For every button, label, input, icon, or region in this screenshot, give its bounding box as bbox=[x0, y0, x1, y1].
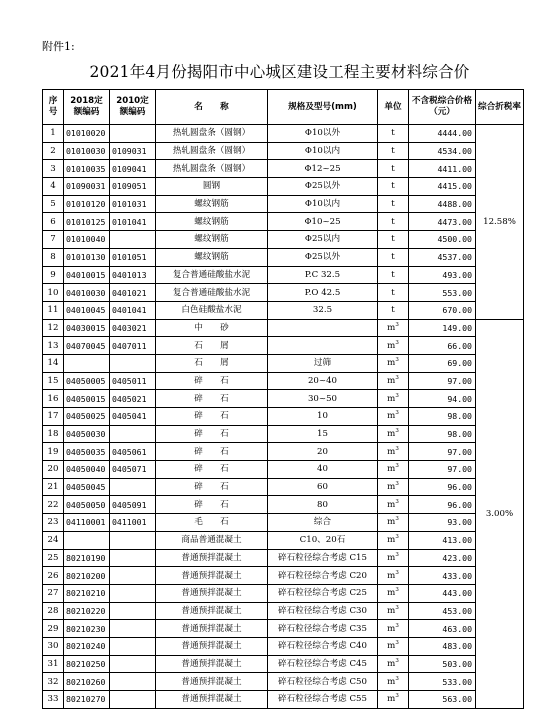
header-unit: 单位 bbox=[378, 90, 409, 125]
row-seq: 23 bbox=[43, 514, 64, 532]
row-seq: 29 bbox=[43, 620, 64, 638]
row-unit: t bbox=[378, 301, 409, 319]
row-spec: 碎石粒径综合考虑 C30 bbox=[268, 602, 378, 620]
row-code-2018: 01010030 bbox=[64, 142, 110, 160]
row-code-2010: 0405011 bbox=[110, 372, 156, 390]
row-code-2018: 04030015 bbox=[64, 319, 110, 337]
row-price: 553.00 bbox=[409, 284, 476, 302]
row-name: 碎 石 bbox=[156, 390, 268, 408]
row-code-2010: 0101051 bbox=[110, 248, 156, 266]
row-code-2010 bbox=[110, 637, 156, 655]
row-seq: 16 bbox=[43, 390, 64, 408]
row-name: 石 屑 bbox=[156, 337, 268, 355]
row-code-2010: 0405071 bbox=[110, 461, 156, 479]
row-name: 圆钢 bbox=[156, 178, 268, 196]
row-price: 563.00 bbox=[409, 691, 476, 709]
row-code-2018: 01090031 bbox=[64, 178, 110, 196]
row-unit: $m^3$ bbox=[378, 425, 409, 443]
row-seq: 13 bbox=[43, 337, 64, 355]
row-code-2010 bbox=[110, 125, 156, 143]
row-rate: 3.00% bbox=[476, 319, 524, 708]
header-name: 名 称 bbox=[156, 90, 268, 125]
header-seq: 序号 bbox=[43, 90, 64, 125]
row-spec: 40 bbox=[268, 461, 378, 479]
row-name: 碎 石 bbox=[156, 372, 268, 390]
row-seq: 21 bbox=[43, 478, 64, 496]
row-code-2010: 0109051 bbox=[110, 178, 156, 196]
row-code-2010: 0401021 bbox=[110, 284, 156, 302]
table-row bbox=[43, 266, 524, 284]
row-price: 493.00 bbox=[409, 266, 476, 284]
row-price: 443.00 bbox=[409, 584, 476, 602]
row-spec: 碎石粒径综合考虑 C20 bbox=[268, 567, 378, 585]
row-price: 4537.00 bbox=[409, 248, 476, 266]
row-spec: 20~40 bbox=[268, 372, 378, 390]
row-price: 670.00 bbox=[409, 301, 476, 319]
row-name: 普通预拌混凝土 bbox=[156, 620, 268, 638]
row-code-2010: 0405021 bbox=[110, 390, 156, 408]
row-price: 4415.00 bbox=[409, 178, 476, 196]
table-row bbox=[43, 691, 524, 709]
table-row bbox=[43, 602, 524, 620]
row-name: 复合普通硅酸盐水泥 bbox=[156, 266, 268, 284]
row-spec: Φ10以内 bbox=[268, 195, 378, 213]
row-spec: 10 bbox=[268, 408, 378, 426]
row-spec bbox=[268, 337, 378, 355]
row-name: 碎 石 bbox=[156, 461, 268, 479]
table-row bbox=[43, 231, 524, 249]
row-name: 螺纹钢筋 bbox=[156, 213, 268, 231]
row-name: 碎 石 bbox=[156, 478, 268, 496]
row-spec: 碎石粒径综合考虑 C55 bbox=[268, 691, 378, 709]
row-code-2018: 04050030 bbox=[64, 425, 110, 443]
row-unit: $m^3$ bbox=[378, 372, 409, 390]
row-price: 423.00 bbox=[409, 549, 476, 567]
row-name: 螺纹钢筋 bbox=[156, 248, 268, 266]
row-seq: 27 bbox=[43, 584, 64, 602]
row-code-2010 bbox=[110, 602, 156, 620]
row-unit: $m^3$ bbox=[378, 354, 409, 372]
row-spec: Φ10以内 bbox=[268, 142, 378, 160]
row-code-2018: 80210210 bbox=[64, 584, 110, 602]
row-spec: 30~50 bbox=[268, 390, 378, 408]
document-title: 2021年4月份揭阳市中心城区建设工程主要材料综合价 bbox=[89, 63, 470, 81]
row-seq: 30 bbox=[43, 637, 64, 655]
table-row bbox=[43, 514, 524, 532]
row-code-2010 bbox=[110, 691, 156, 709]
row-name: 普通预拌混凝土 bbox=[156, 549, 268, 567]
row-unit: t bbox=[378, 284, 409, 302]
row-price: 4534.00 bbox=[409, 142, 476, 160]
row-code-2018 bbox=[64, 531, 110, 549]
row-unit: $m^3$ bbox=[378, 478, 409, 496]
row-spec: 碎石粒径综合考虑 C40 bbox=[268, 637, 378, 655]
table-row bbox=[43, 655, 524, 673]
row-unit: t bbox=[378, 142, 409, 160]
row-code-2010: 0101041 bbox=[110, 213, 156, 231]
row-price: 97.00 bbox=[409, 443, 476, 461]
row-price: 96.00 bbox=[409, 496, 476, 514]
table-body bbox=[43, 125, 524, 709]
row-seq: 15 bbox=[43, 372, 64, 390]
row-seq: 22 bbox=[43, 496, 64, 514]
row-price: 94.00 bbox=[409, 390, 476, 408]
attachment-label: 附件1: bbox=[42, 40, 75, 53]
row-name: 碎 石 bbox=[156, 443, 268, 461]
row-spec: Φ12~25 bbox=[268, 160, 378, 178]
row-seq: 8 bbox=[43, 248, 64, 266]
row-name: 商品普通混凝土 bbox=[156, 531, 268, 549]
row-code-2018: 04050015 bbox=[64, 390, 110, 408]
row-unit: t bbox=[378, 231, 409, 249]
row-code-2018: 04110001 bbox=[64, 514, 110, 532]
row-spec: 32.5 bbox=[268, 301, 378, 319]
row-unit: $m^3$ bbox=[378, 602, 409, 620]
row-price: 483.00 bbox=[409, 637, 476, 655]
row-unit: t bbox=[378, 195, 409, 213]
table-row bbox=[43, 372, 524, 390]
header-price: 不含税综合价格（元） bbox=[409, 90, 476, 125]
row-spec: 80 bbox=[268, 496, 378, 514]
row-name: 热轧圆盘条（圆钢） bbox=[156, 160, 268, 178]
row-spec: Φ25以外 bbox=[268, 178, 378, 196]
row-seq: 10 bbox=[43, 284, 64, 302]
row-seq: 9 bbox=[43, 266, 64, 284]
row-unit: $m^3$ bbox=[378, 514, 409, 532]
row-price: 4473.00 bbox=[409, 213, 476, 231]
header-row bbox=[43, 90, 524, 125]
row-code-2018: 01010040 bbox=[64, 231, 110, 249]
row-spec: P.C 32.5 bbox=[268, 266, 378, 284]
row-unit: $m^3$ bbox=[378, 567, 409, 585]
row-code-2010 bbox=[110, 567, 156, 585]
row-unit: $m^3$ bbox=[378, 691, 409, 709]
row-unit: $m^3$ bbox=[378, 461, 409, 479]
table-row bbox=[43, 461, 524, 479]
row-unit: $m^3$ bbox=[378, 637, 409, 655]
row-price: 453.00 bbox=[409, 602, 476, 620]
row-price: 463.00 bbox=[409, 620, 476, 638]
row-code-2018: 04010045 bbox=[64, 301, 110, 319]
table-row bbox=[43, 531, 524, 549]
header-spec: 规格及型号(mm) bbox=[268, 90, 378, 125]
row-name: 普通预拌混凝土 bbox=[156, 602, 268, 620]
row-name: 热轧圆盘条（圆钢） bbox=[156, 142, 268, 160]
row-seq: 17 bbox=[43, 408, 64, 426]
row-unit: $m^3$ bbox=[378, 673, 409, 691]
table-row bbox=[43, 549, 524, 567]
row-code-2018 bbox=[64, 354, 110, 372]
row-seq: 7 bbox=[43, 231, 64, 249]
row-name: 毛 石 bbox=[156, 514, 268, 532]
row-spec: Φ25以内 bbox=[268, 231, 378, 249]
row-price: 4488.00 bbox=[409, 195, 476, 213]
row-code-2010 bbox=[110, 549, 156, 567]
row-name: 普通预拌混凝土 bbox=[156, 655, 268, 673]
row-seq: 3 bbox=[43, 160, 64, 178]
row-unit: t bbox=[378, 160, 409, 178]
row-code-2018: 04050045 bbox=[64, 478, 110, 496]
row-name: 热轧圆盘条（圆钢） bbox=[156, 125, 268, 143]
row-unit: $m^3$ bbox=[378, 337, 409, 355]
row-code-2010: 0401013 bbox=[110, 266, 156, 284]
row-price: 503.00 bbox=[409, 655, 476, 673]
row-code-2018: 04050040 bbox=[64, 461, 110, 479]
row-name: 普通预拌混凝土 bbox=[156, 673, 268, 691]
row-code-2018: 01010120 bbox=[64, 195, 110, 213]
row-seq: 25 bbox=[43, 549, 64, 567]
row-price: 97.00 bbox=[409, 372, 476, 390]
row-unit: t bbox=[378, 178, 409, 196]
table-row bbox=[43, 584, 524, 602]
row-seq: 32 bbox=[43, 673, 64, 691]
row-seq: 33 bbox=[43, 691, 64, 709]
row-spec bbox=[268, 319, 378, 337]
row-seq: 20 bbox=[43, 461, 64, 479]
row-code-2018: 80210240 bbox=[64, 637, 110, 655]
table-row bbox=[43, 408, 524, 426]
row-name: 复合普通硅酸盐水泥 bbox=[156, 284, 268, 302]
row-code-2018: 01010020 bbox=[64, 125, 110, 143]
row-code-2010: 0109041 bbox=[110, 160, 156, 178]
row-name: 白色硅酸盐水泥 bbox=[156, 301, 268, 319]
row-code-2010 bbox=[110, 620, 156, 638]
row-unit: $m^3$ bbox=[378, 443, 409, 461]
row-price: 4500.00 bbox=[409, 231, 476, 249]
row-code-2018: 80210220 bbox=[64, 602, 110, 620]
row-seq: 11 bbox=[43, 301, 64, 319]
header-code-2010: 2010定额编码 bbox=[110, 90, 156, 125]
row-seq: 19 bbox=[43, 443, 64, 461]
row-unit: $m^3$ bbox=[378, 496, 409, 514]
row-unit: $m^3$ bbox=[378, 655, 409, 673]
row-seq: 14 bbox=[43, 354, 64, 372]
row-spec: C10、20石 bbox=[268, 531, 378, 549]
row-seq: 26 bbox=[43, 567, 64, 585]
table-row bbox=[43, 284, 524, 302]
row-code-2018: 04070045 bbox=[64, 337, 110, 355]
table-row bbox=[43, 567, 524, 585]
row-price: 533.00 bbox=[409, 673, 476, 691]
table-row bbox=[43, 620, 524, 638]
row-price: 93.00 bbox=[409, 514, 476, 532]
row-code-2018: 80210270 bbox=[64, 691, 110, 709]
row-unit: t bbox=[378, 248, 409, 266]
row-spec: 碎石粒径综合考虑 C50 bbox=[268, 673, 378, 691]
row-code-2010: 0401041 bbox=[110, 301, 156, 319]
table-row bbox=[43, 443, 524, 461]
row-unit: $m^3$ bbox=[378, 584, 409, 602]
row-code-2010 bbox=[110, 673, 156, 691]
row-spec: P.O 42.5 bbox=[268, 284, 378, 302]
table-row bbox=[43, 637, 524, 655]
row-code-2010 bbox=[110, 231, 156, 249]
row-spec: 过筛 bbox=[268, 354, 378, 372]
row-name: 碎 石 bbox=[156, 408, 268, 426]
row-unit: $m^3$ bbox=[378, 390, 409, 408]
row-spec: 碎石粒径综合考虑 C15 bbox=[268, 549, 378, 567]
row-code-2010 bbox=[110, 655, 156, 673]
table-row bbox=[43, 478, 524, 496]
row-name: 碎 石 bbox=[156, 496, 268, 514]
row-name: 普通预拌混凝土 bbox=[156, 584, 268, 602]
table-row bbox=[43, 213, 524, 231]
row-code-2018: 80210250 bbox=[64, 655, 110, 673]
row-seq: 6 bbox=[43, 213, 64, 231]
header-code-2018: 2018定额编码 bbox=[64, 90, 110, 125]
row-price: 149.00 bbox=[409, 319, 476, 337]
table-row bbox=[43, 496, 524, 514]
row-code-2010 bbox=[110, 425, 156, 443]
row-spec: Φ10以外 bbox=[268, 125, 378, 143]
row-seq: 2 bbox=[43, 142, 64, 160]
row-price: 413.00 bbox=[409, 531, 476, 549]
row-code-2010: 0403021 bbox=[110, 319, 156, 337]
row-name: 螺纹钢筋 bbox=[156, 231, 268, 249]
row-code-2010: 0411001 bbox=[110, 514, 156, 532]
row-unit: $m^3$ bbox=[378, 549, 409, 567]
row-spec: Φ10~25 bbox=[268, 213, 378, 231]
row-code-2018: 04050005 bbox=[64, 372, 110, 390]
row-code-2018: 01010125 bbox=[64, 213, 110, 231]
materials-price-table bbox=[42, 89, 524, 709]
row-code-2018: 04010015 bbox=[64, 266, 110, 284]
table-row bbox=[43, 178, 524, 196]
row-price: 4411.00 bbox=[409, 160, 476, 178]
row-seq: 5 bbox=[43, 195, 64, 213]
row-code-2010 bbox=[110, 478, 156, 496]
row-code-2010: 0407011 bbox=[110, 337, 156, 355]
row-code-2018: 80210200 bbox=[64, 567, 110, 585]
row-name: 石 屑 bbox=[156, 354, 268, 372]
row-code-2018: 04050035 bbox=[64, 443, 110, 461]
row-spec: 60 bbox=[268, 478, 378, 496]
table-row bbox=[43, 125, 524, 143]
row-spec: 综合 bbox=[268, 514, 378, 532]
row-code-2010: 0405091 bbox=[110, 496, 156, 514]
row-name: 普通预拌混凝土 bbox=[156, 567, 268, 585]
row-code-2010: 0109031 bbox=[110, 142, 156, 160]
row-price: 96.00 bbox=[409, 478, 476, 496]
row-seq: 31 bbox=[43, 655, 64, 673]
row-seq: 12 bbox=[43, 319, 64, 337]
row-price: 433.00 bbox=[409, 567, 476, 585]
row-code-2010 bbox=[110, 354, 156, 372]
row-code-2018: 01010130 bbox=[64, 248, 110, 266]
row-name: 螺纹钢筋 bbox=[156, 195, 268, 213]
row-unit: $m^3$ bbox=[378, 531, 409, 549]
table-row bbox=[43, 160, 524, 178]
row-code-2010: 0405061 bbox=[110, 443, 156, 461]
table-row bbox=[43, 248, 524, 266]
row-spec: 碎石粒径综合考虑 C25 bbox=[268, 584, 378, 602]
table-row bbox=[43, 425, 524, 443]
row-spec: 碎石粒径综合考虑 C45 bbox=[268, 655, 378, 673]
row-price: 98.00 bbox=[409, 408, 476, 426]
table-row bbox=[43, 142, 524, 160]
table-row bbox=[43, 673, 524, 691]
row-code-2010 bbox=[110, 531, 156, 549]
row-price: 4444.00 bbox=[409, 125, 476, 143]
row-code-2010: 0405041 bbox=[110, 408, 156, 426]
row-unit: $m^3$ bbox=[378, 319, 409, 337]
row-name: 普通预拌混凝土 bbox=[156, 637, 268, 655]
row-code-2018: 80210230 bbox=[64, 620, 110, 638]
row-unit: $m^3$ bbox=[378, 620, 409, 638]
row-rate: 12.58% bbox=[476, 125, 524, 320]
row-unit: t bbox=[378, 125, 409, 143]
row-price: 69.00 bbox=[409, 354, 476, 372]
row-seq: 28 bbox=[43, 602, 64, 620]
header-rate: 综合折税率 bbox=[476, 90, 524, 125]
row-spec: 碎石粒径综合考虑 C35 bbox=[268, 620, 378, 638]
row-code-2018: 80210190 bbox=[64, 549, 110, 567]
row-code-2010: 0101031 bbox=[110, 195, 156, 213]
row-name: 普通预拌混凝土 bbox=[156, 691, 268, 709]
row-seq: 18 bbox=[43, 425, 64, 443]
row-price: 97.00 bbox=[409, 461, 476, 479]
row-seq: 24 bbox=[43, 531, 64, 549]
row-price: 98.00 bbox=[409, 425, 476, 443]
row-seq: 1 bbox=[43, 125, 64, 143]
row-spec: 15 bbox=[268, 425, 378, 443]
row-seq: 4 bbox=[43, 178, 64, 196]
table-row bbox=[43, 354, 524, 372]
row-code-2018: 04010030 bbox=[64, 284, 110, 302]
row-name: 中 砂 bbox=[156, 319, 268, 337]
row-code-2010 bbox=[110, 584, 156, 602]
table-row bbox=[43, 195, 524, 213]
row-unit: t bbox=[378, 266, 409, 284]
row-code-2018: 04050050 bbox=[64, 496, 110, 514]
table-row bbox=[43, 337, 524, 355]
row-spec: 20 bbox=[268, 443, 378, 461]
row-code-2018: 80210260 bbox=[64, 673, 110, 691]
table-row bbox=[43, 301, 524, 319]
row-code-2018: 01010035 bbox=[64, 160, 110, 178]
table-row bbox=[43, 390, 524, 408]
table-row bbox=[43, 319, 524, 337]
row-price: 66.00 bbox=[409, 337, 476, 355]
row-unit: t bbox=[378, 213, 409, 231]
row-spec: Φ25以外 bbox=[268, 248, 378, 266]
row-code-2018: 04050025 bbox=[64, 408, 110, 426]
row-unit: $m^3$ bbox=[378, 408, 409, 426]
row-name: 碎 石 bbox=[156, 425, 268, 443]
